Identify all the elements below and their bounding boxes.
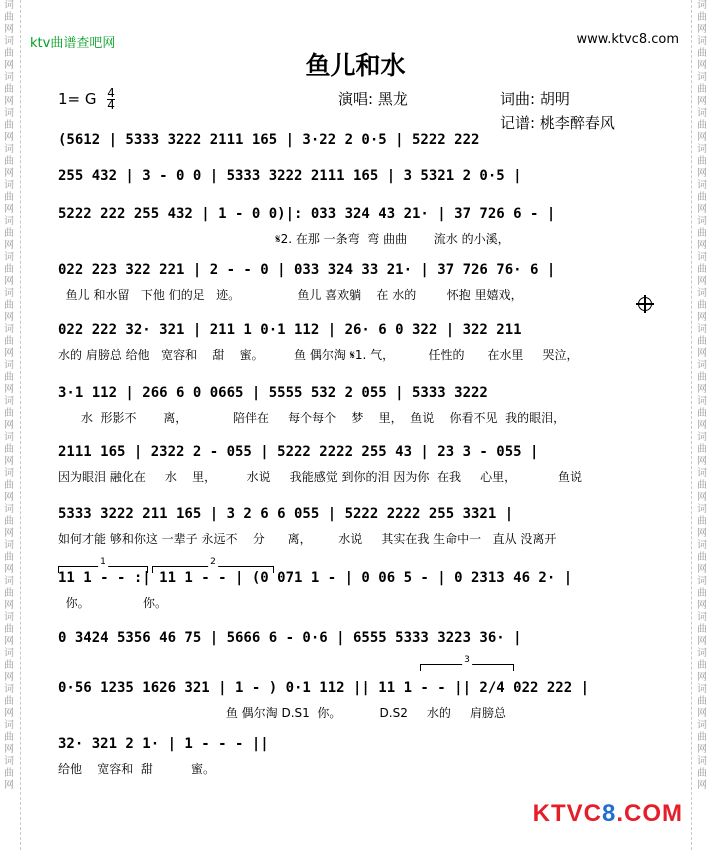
transcriber-credit: 记谱: 桃李醉春风	[500, 114, 615, 132]
score-lyrics-line: 因为眼泪 融化在 水 里， 水说 我能感觉 到你的泪 因为你 在我 心里， 鱼说	[58, 470, 583, 484]
score-notes-line: 5333 3222 211 165 | 3 2 6 6 055 | 5222 2222 255 3321 |	[58, 506, 514, 522]
time-denominator: 4	[107, 98, 115, 112]
score-notes-line: 11 1 - - :| 11 1 - - | (0 071 1 - | 0 06 5 - | 0 2313 46 2· |	[58, 570, 573, 586]
score-lyrics-line: 𝄋2. 在那 一条弯 弯 曲曲 流水 的小溪，	[58, 232, 510, 246]
right-margin-line	[691, 0, 693, 850]
score-notes-line: 3·1 112 | 266 6 0 0665 | 5555 532 2 055 | 5333 3222	[58, 385, 488, 401]
score-notes-line: 2111 165 | 2322 2 - 055 | 5222 2222 255 43 | 23 3 - 055 |	[58, 444, 539, 460]
score-notes-line: (5612 | 5333 3222 2111 165 | 3·22 2 0·5 | 5222 222	[58, 132, 480, 148]
coda-icon	[638, 297, 652, 311]
triplet-bracket: 3	[420, 664, 514, 671]
score-lyrics-line: 水的 肩膀总 给他 宽容和 甜 蜜。 鱼 偶尔淘 𝄋1. 气， 任性的 在水里 哭泣，	[58, 348, 579, 362]
key-label: 1= G	[58, 90, 97, 108]
score-notes-line: 0 3424 5356 46 75 | 5666 6 - 0·6 | 6555 5333 3223 36· |	[58, 630, 522, 646]
score-notes-line: 022 223 322 221 | 2 - - 0 | 033 324 33 21· | 37 726 76· 6 |	[58, 262, 556, 278]
score-lyrics-line: 鱼 偶尔淘 D.S1 你。 D.S2 水的 肩膀总	[58, 706, 506, 720]
left-watermark: 词曲网词曲网词曲网词曲网词曲网词曲网词曲网词曲网词曲网词曲网词曲网词曲网词曲网词曲网词曲网词曲网词曲网词曲网词曲网词曲网词曲网词曲网	[4, 0, 14, 791]
score-lyrics-line: 你。 你。	[58, 596, 168, 610]
score-notes-line: 022 222 32· 321 | 211 1 0·1 112 | 26· 6 0 322 | 322 211	[58, 322, 522, 338]
time-numerator: 4	[107, 86, 115, 100]
site-name-left: ktv曲谱查吧网	[30, 36, 116, 51]
score-notes-line: 32· 321 2 1· | 1 - - - ||	[58, 736, 269, 752]
score-notes-line: 255 432 | 3 - 0 0 | 5333 3222 2111 165 | 3 5321 2 0·5 |	[58, 168, 522, 184]
time-signature	[107, 88, 115, 111]
score-notes-line: 5222 222 255 432 | 1 - 0 0)|: 033 324 43 21· | 37 726 6 - |	[58, 206, 556, 222]
composer-credit: 词曲: 胡明	[500, 90, 570, 108]
song-title: 鱼儿和水	[305, 51, 406, 80]
left-margin-line	[20, 0, 22, 850]
volta-bracket-2: 2	[152, 566, 274, 573]
key-signature	[58, 88, 115, 111]
score-lyrics-line: 给他 宽容和 甜 蜜。	[58, 762, 216, 776]
score-lyrics-line: 如何才能 够和你这 一辈子 永远不 分 离， 水说 其实在我 生命中一 直从 没离开	[58, 532, 557, 546]
volta-bracket-1: 1	[58, 566, 148, 573]
singer-credit: 演唱: 黑龙	[338, 90, 408, 108]
score-lyrics-line: 水 形影不 离， 陪伴在 每个每个 梦 里， 鱼说 你看不见 我的眼泪，	[58, 411, 566, 425]
score-notes-line: 0·56 1235 1626 321 | 1 - ) 0·1 112 || 11 1 - - || 2/4 022 222 |	[58, 680, 590, 696]
site-url-right: www.ktvc8.com	[576, 32, 679, 47]
score-lyrics-line: 鱼儿 和水留 下他 们的足 迹。 鱼儿 喜欢躺 在 水的 怀抱 里嬉戏，	[58, 288, 523, 302]
right-watermark: 词曲网词曲网词曲网词曲网词曲网词曲网词曲网词曲网词曲网词曲网词曲网词曲网词曲网词曲网词曲网词曲网词曲网词曲网词曲网词曲网词曲网词曲网	[697, 0, 707, 791]
brand-logo: KTVC8.COM	[532, 800, 683, 827]
